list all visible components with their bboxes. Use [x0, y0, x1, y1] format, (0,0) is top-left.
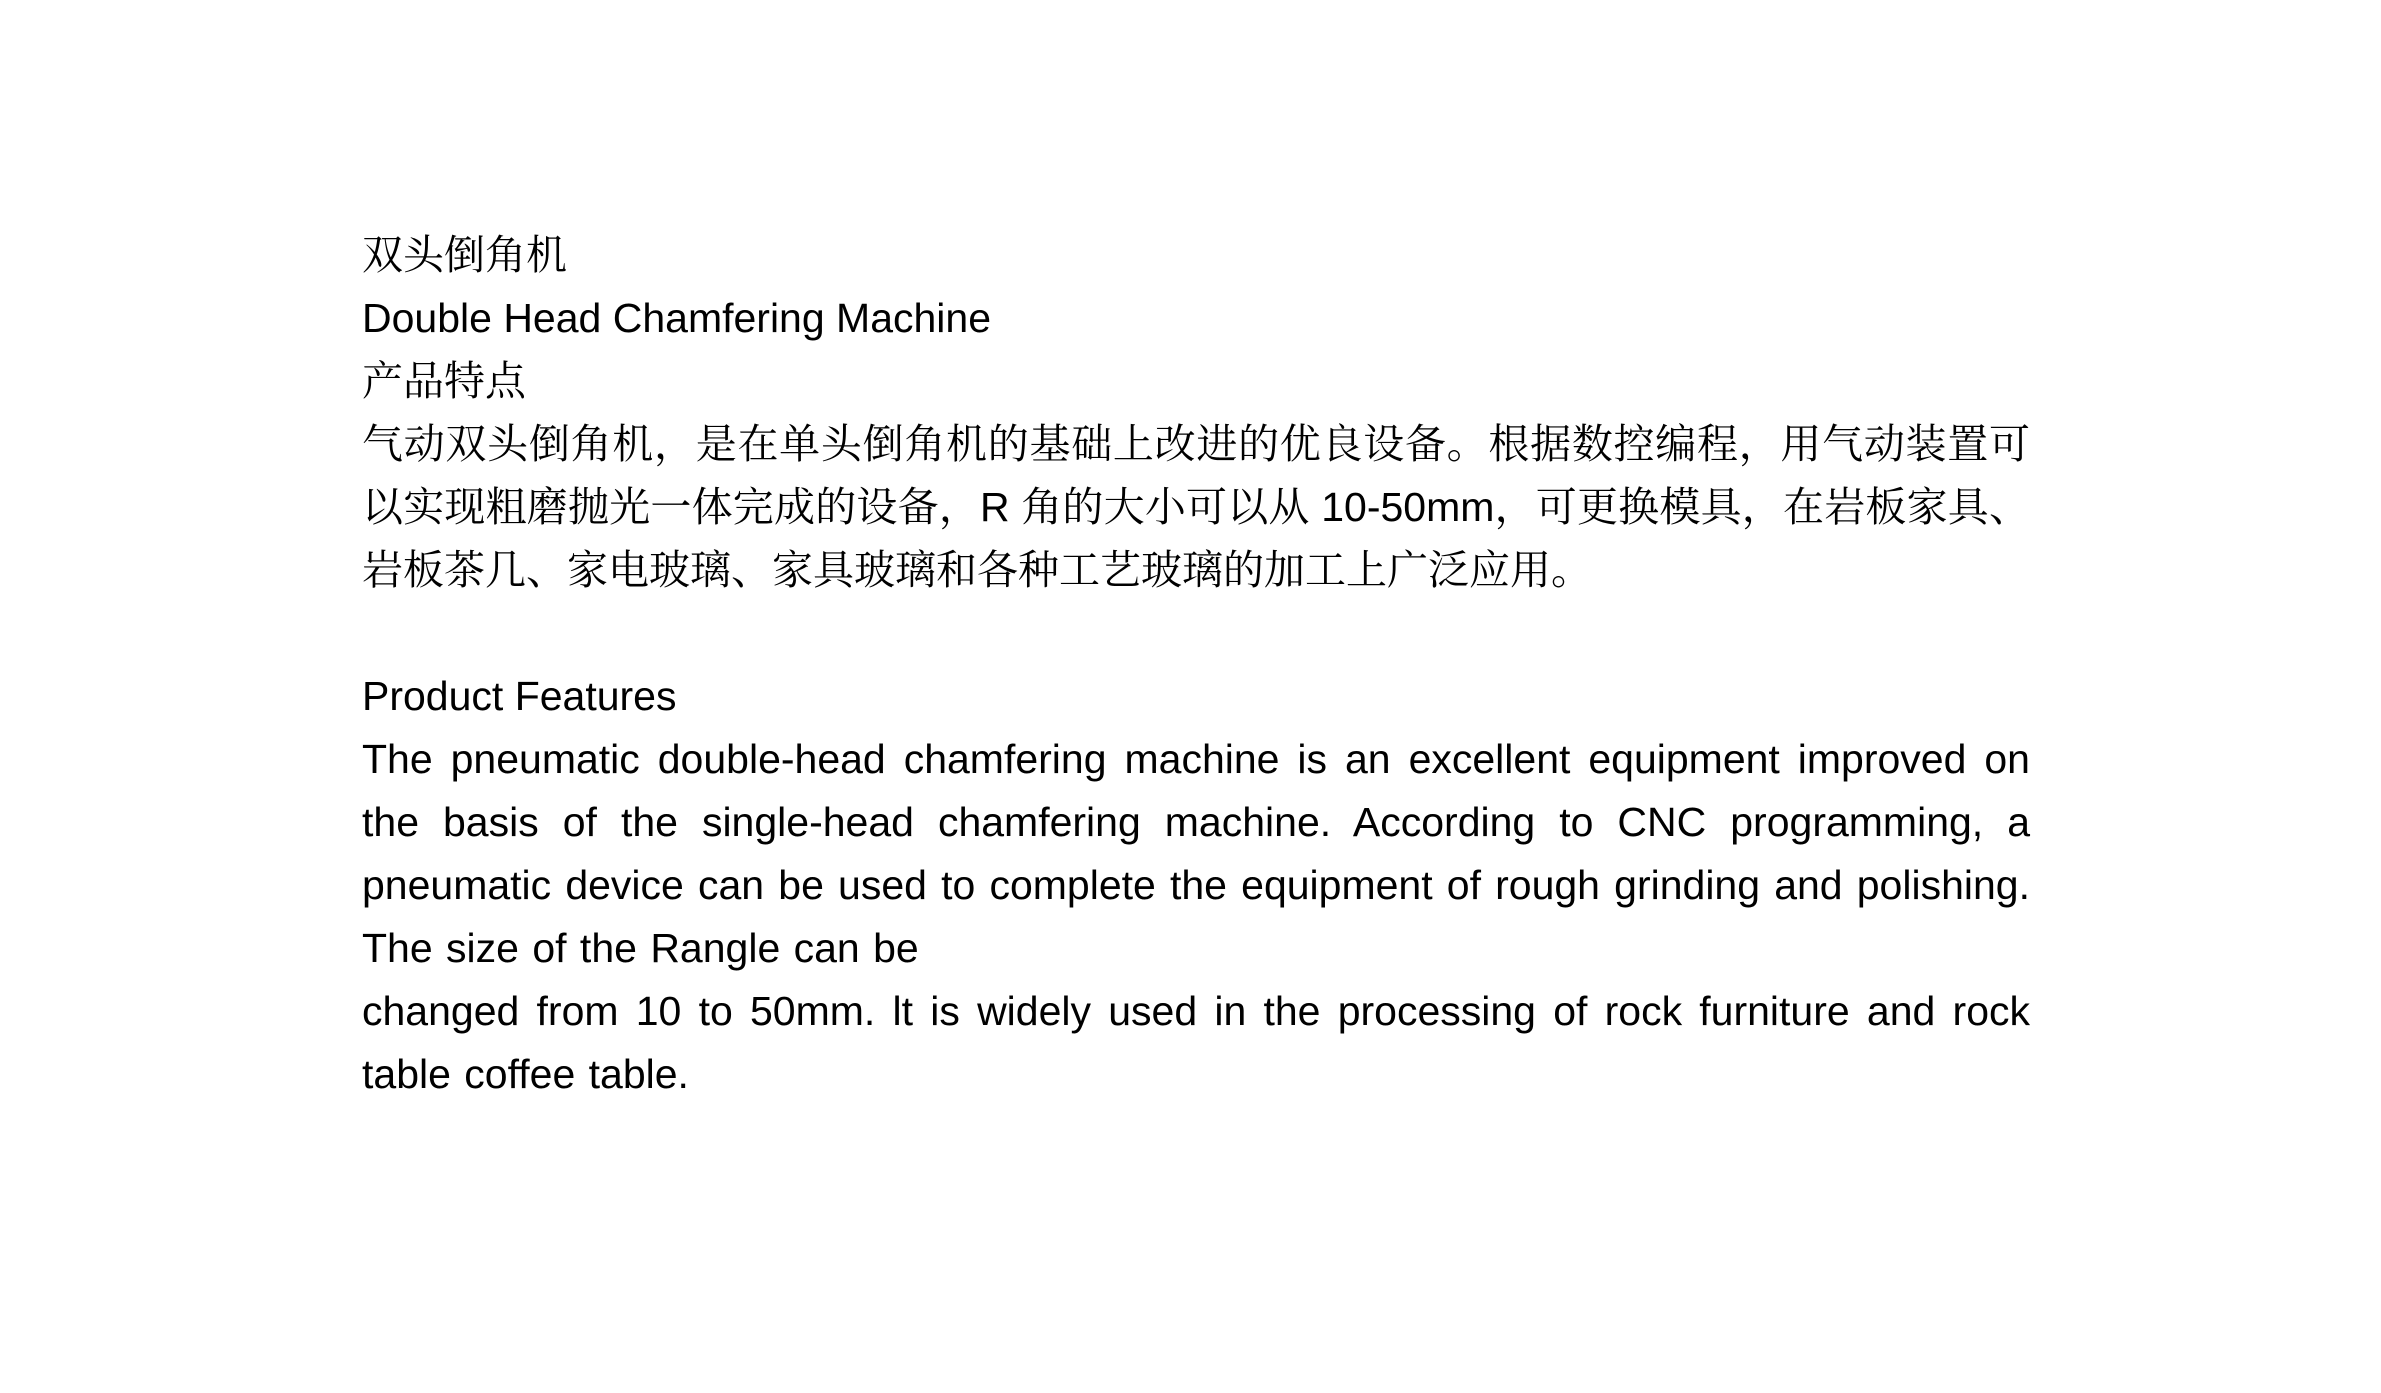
features-paragraph-english-2: changed from 10 to 50mm. lt is widely used in the processing of rock furniture and rock table coffee table. — [362, 988, 2030, 1097]
title-chinese: 双头倒角机 — [362, 232, 567, 278]
features-heading-chinese: 产品特点 — [362, 358, 526, 404]
title-english: Double Head Chamfering Machine — [362, 295, 992, 341]
paragraph-spacer — [362, 602, 2030, 665]
document-body — [362, 224, 2030, 1106]
features-paragraph-chinese: 气动双头倒角机，是在单头倒角机的基础上改进的优良设备。根据数控编程，用气动装置可以实现粗磨抛光一体完成的设备，R 角的大小可以从 10-50mm，可更换模具，在岩板家具、岩板茶几、家电玻璃、家具玻璃和各种工艺玻璃的加工上广泛应用。 — [362, 421, 2030, 593]
features-paragraph-english-1: The pneumatic double-head chamfering machine is an excellent equipment improved on the basis of the single-head chamfering machine. According to CNC programming, a pneumatic device can be used to complete the equipment of rough grinding and polishing. The size of the Rangle can be — [362, 736, 2030, 971]
features-heading-english: Product Features — [362, 673, 677, 719]
